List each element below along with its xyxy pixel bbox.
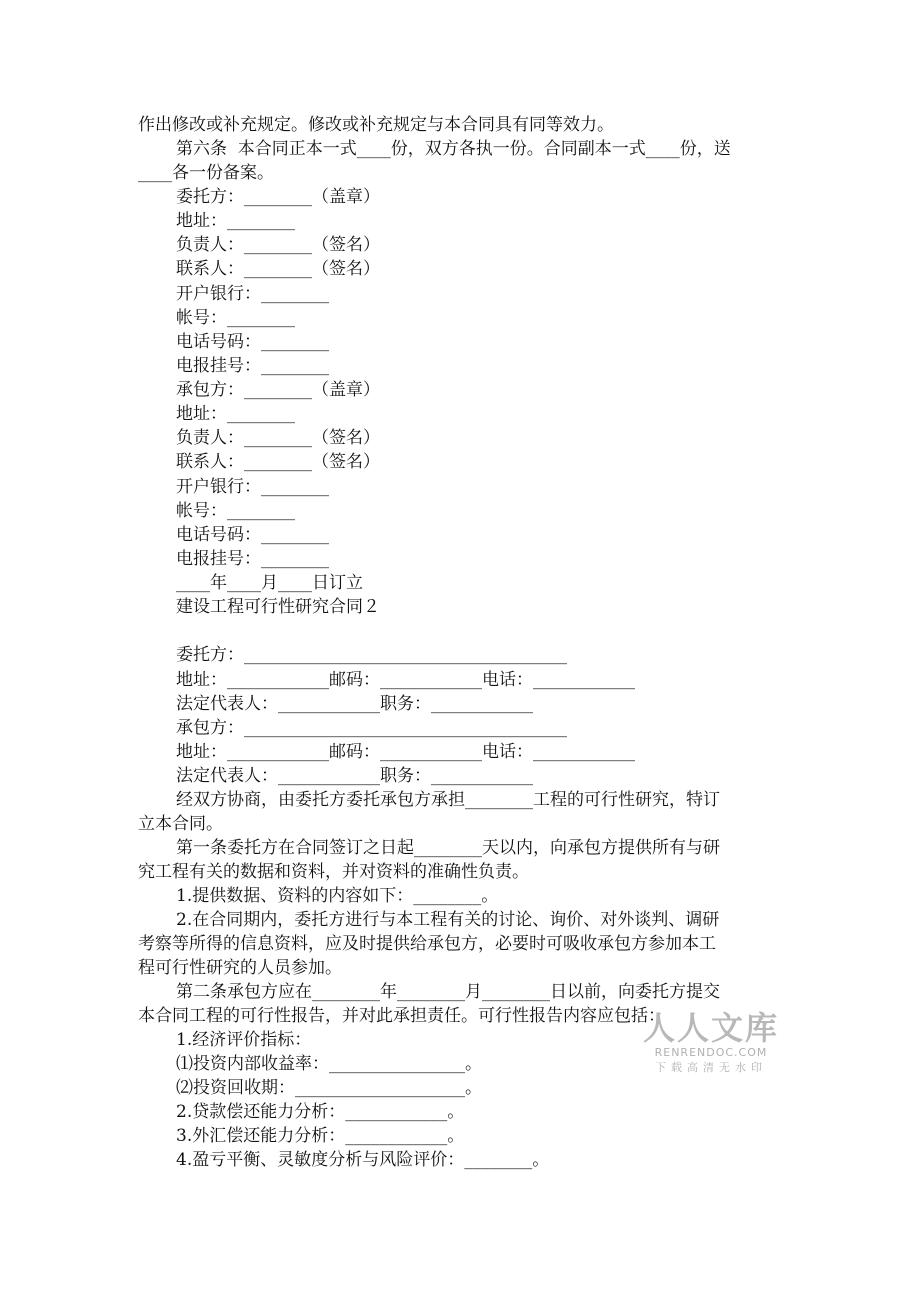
text-line: 委托方：________（盖章） (176, 187, 380, 207)
text-line: 1.提供数据、资料的内容如下：________。 (176, 886, 499, 906)
text-line: 电报挂号：________ (176, 356, 329, 376)
watermark-logo (636, 1010, 786, 1075)
text-line: ⑵投资回收期：____________________。 (176, 1078, 482, 1098)
text-line: 经双方协商，由委托方委托承包方承担________工程的可行性研究，特订 (176, 790, 720, 810)
text-line: 考察等所得的信息资料，应及时提供给承包方，必要时可吸收承包方参加本工 (138, 934, 716, 954)
text-line: 电报挂号：________ (176, 549, 329, 569)
text-line: 作出修改或补充规定。修改或补充规定与本合同具有同等效力。 (138, 115, 614, 135)
text-line: 联系人：________（签名） (176, 452, 380, 472)
text-line: ____年____月____日订立 (176, 573, 363, 593)
text-line: 委托方：______________________________________ (176, 645, 567, 665)
text-line: 地址：________ (176, 211, 295, 231)
text-line: 本合同工程的可行性报告，并对此承担责任。可行性报告内容应包括： (138, 1006, 665, 1026)
text-line: 2.在合同期内，委托方进行与本工程有关的讨论、询价、对外谈判、调研 (176, 910, 720, 930)
text-line: 3.外汇偿还能力分析：____________。 (176, 1126, 465, 1146)
text-line: ____各一份备案。 (138, 163, 274, 183)
text-line: 承包方：________（盖章） (176, 380, 380, 400)
text-line: 电话号码：________ (176, 332, 329, 352)
text-line: 4.盈亏平衡、灵敏度分析与风险评价：________。 (176, 1150, 550, 1170)
text-line: 程可行性研究的人员参加。 (138, 958, 342, 978)
text-line: 1.经济评价指标： (176, 1030, 312, 1050)
watermark-tagline: 下载高清无水印 (655, 1061, 767, 1074)
text-line: 帐号：________ (176, 501, 295, 521)
text-line: 联系人：________（签名） (176, 259, 380, 279)
text-line: 电话号码：________ (176, 525, 329, 545)
contract-title: 建设工程可行性研究合同２ (176, 597, 380, 617)
text-line: ⑴投资内部收益率：________________。 (176, 1054, 482, 1074)
text-line: 第六条 本合同正本一式____份，双方各执一份。合同副本一式____份，送 (176, 139, 731, 159)
text-line: 帐号：________ (176, 308, 295, 328)
text-line: 2.贷款偿还能力分析：____________。 (176, 1102, 465, 1122)
text-line: 地址：____________邮码：____________电话：____________ (176, 670, 635, 690)
text-line: 开户银行：________ (176, 477, 329, 497)
text-line: 负责人：________（签名） (176, 428, 380, 448)
text-line: 地址：________ (176, 404, 295, 424)
text-line: 开户银行：________ (176, 284, 329, 304)
text-line: 第一条委托方在合同签订之日起________天以内，向承包方提供所有与研 (176, 838, 720, 858)
text-line: 地址：____________邮码：____________电话：____________ (176, 742, 635, 762)
text-line: 负责人：________（签名） (176, 235, 380, 255)
text-line: 法定代表人：____________职务：____________ (176, 694, 533, 714)
watermark-brand: 人人文库 (642, 1009, 779, 1047)
text-line: 立本合同。 (138, 814, 223, 834)
text-line: 法定代表人：____________职务：____________ (176, 766, 533, 786)
text-line: 承包方：______________________________________ (176, 718, 567, 738)
text-line: 第二条承包方应在________年________月________日以前，向委托方提交 (176, 982, 720, 1002)
text-line: 究工程有关的数据和资料，并对资料的准确性负责。 (138, 862, 529, 882)
watermark-domain: RENRENDOC.COM (654, 1046, 768, 1059)
